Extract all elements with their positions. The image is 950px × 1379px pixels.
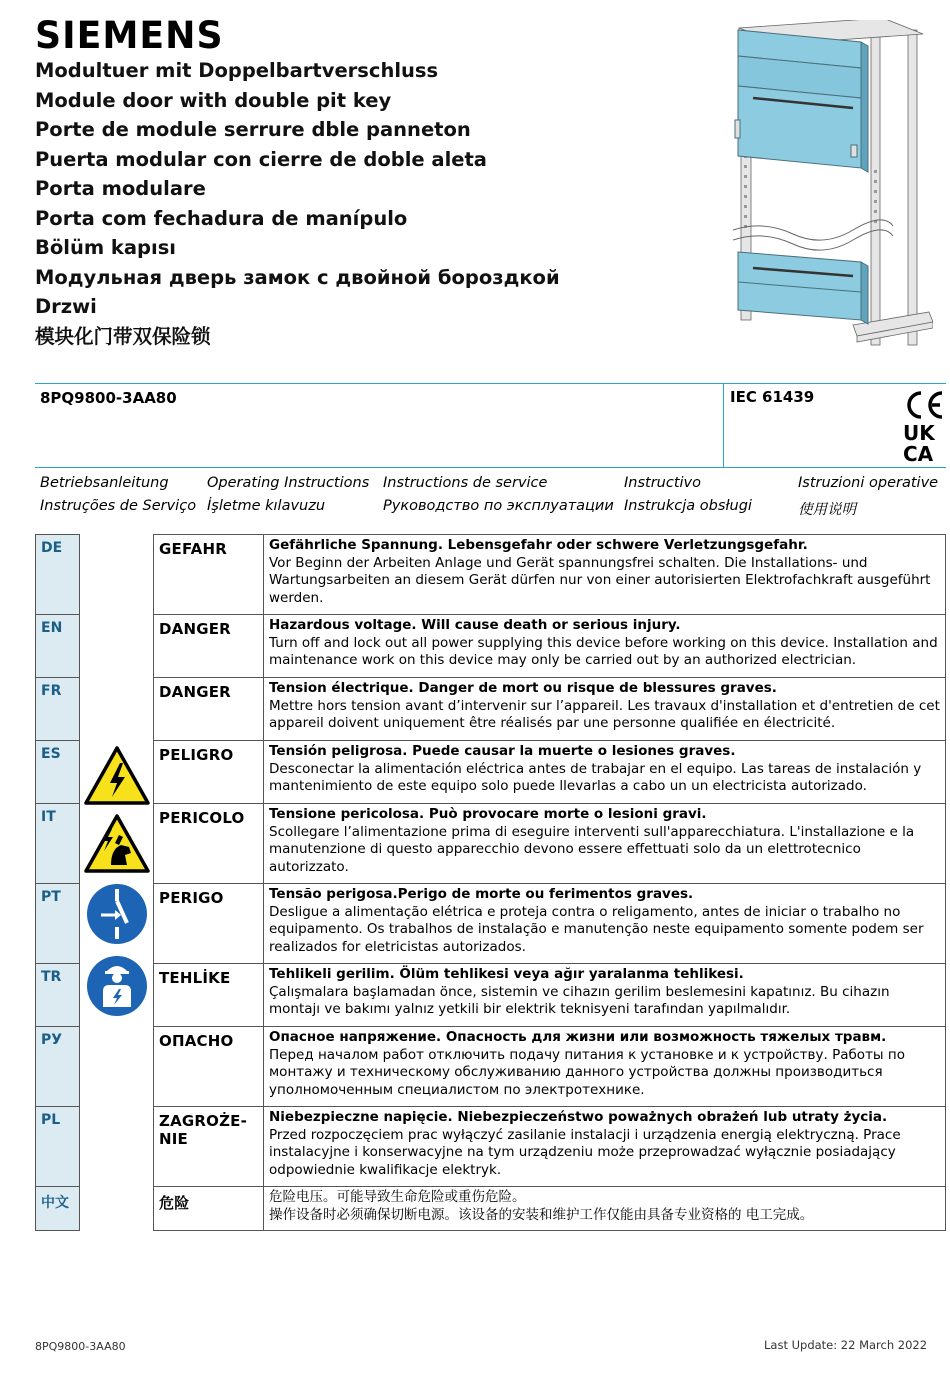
hazard-headline: Niebezpieczne napięcie. Niebezpieczeństwo poważnych obrażeń lub utraty życia. [269, 1109, 888, 1125]
hazard-text [264, 1187, 946, 1231]
title-ru: Модульная дверь замок с двойной бороздкой [35, 265, 560, 289]
hazard-row [36, 804, 946, 884]
hazard-signal-word: DANGER [154, 615, 264, 678]
hazard-row [36, 1187, 946, 1231]
ukca-bottom: CA [903, 442, 934, 462]
safety-symbols [83, 745, 151, 1025]
title-es: Puerta modular con cierre de doble aleta [35, 147, 487, 171]
standard-label: IEC 61439 [730, 388, 815, 406]
title-en: Module door with double pit key [35, 88, 392, 112]
hazard-body: Desligue a alimentação elétrica e proteja contra o religamento, antes de iniciar o trabalho no equipamento. Os trabalhos de instalação e manutenção neste equipamento somente podem ser realizados for eletricistas autorizados. [269, 903, 924, 955]
hazard-signal-word: ОПАСНО [154, 1027, 264, 1107]
hazard-headline: Tension électrique. Danger de mort ou risque de blessures graves. [269, 680, 777, 696]
hazard-body: Scollegare l’alimentazione prima di eseguire interventi sull'apparecchiatura. L'installazione e la manutenzione di questo apparecchio devono essere effettuati solo da un elettrotecnico autorizzato. [269, 823, 915, 875]
qualified-electrician-icon [83, 953, 151, 1019]
hazard-signal-word: 危险 [154, 1187, 264, 1231]
hazard-lang: ES [36, 741, 80, 804]
hazard-lang: 中文 [36, 1187, 80, 1231]
hazard-lang: DE [36, 535, 80, 615]
ce-mark-icon [909, 393, 942, 417]
hazard-text [264, 1027, 946, 1107]
hazard-body: Перед началом работ отключить подачу питания к установке и к устройству. Работы по монтажу и техническому обслуживанию данного устройства должны производиться уполномоченным специалистом по электротехнике. [269, 1046, 905, 1098]
hazard-body: Vor Beginn der Arbeiten Anlage und Gerät spannungsfrei schalten. Die Installations- und Wartungsarbeiten an diesem Gerät dürfen nur von einer autorisierten Elektrofachkraft ausgeführt werden. [269, 554, 931, 606]
hazard-row [36, 1107, 946, 1187]
hazard-signal-word: DANGER [154, 678, 264, 741]
disconnect-before-work-icon [83, 881, 151, 947]
hazard-lang: PL [36, 1107, 80, 1187]
hazard-text [264, 804, 946, 884]
hazard-headline: Tensione pericolosa. Può provocare morte o lesioni gravi. [269, 806, 707, 822]
hazard-signal-word: PELIGRO [154, 741, 264, 804]
hazard-headline: Tensión peligrosa. Puede causar la muerte o lesiones graves. [269, 743, 736, 759]
ops-pl: Instrukcja obsługi [624, 498, 752, 514]
hazard-text [264, 615, 946, 678]
hazard-row [36, 1027, 946, 1107]
hazard-headline: 危险电压。可能导致生命危险或重伤危险。 [269, 1189, 526, 1205]
hazard-lang: EN [36, 615, 80, 678]
ukca-top: UK [903, 421, 935, 445]
hazard-body: Çalışmalara başlamadan önce, sistemin ve cihazın gerilim beslemesini kapatınız. Bu cihazın montajı ve bakımı yalnız yetkili bir elektrik teknisyeni tarafından yapılmalıdır. [269, 983, 890, 1017]
ops-zh: 使用说明 [798, 502, 856, 518]
title-it: Porta modulare [35, 177, 206, 200]
info-top-line [35, 383, 946, 384]
ops-pt: Instruções de Serviço [40, 498, 197, 514]
hazard-signal-word: TEHLİKE [154, 964, 264, 1027]
order-number: 8PQ9800-3AA80 [40, 389, 177, 407]
hazard-row [36, 615, 946, 678]
product-titles [35, 56, 615, 351]
hazard-table [35, 534, 946, 1231]
hazard-headline: Tehlikeli gerilim. Ölüm tehlikesi veya ağır yaralanma tehlikesi. [269, 966, 744, 982]
hazard-body: Przed rozpoczęciem prac wyłączyć zasilanie instalacji i urządzenia energią elektryczną. Prace instalacyjne i konserwacyjne na tym urządzeniu może przeprowadzać wyłącznie posiadający odpowiednie kwalifikacje elektryk. [269, 1126, 901, 1178]
hazard-body: Desconectar la alimentación eléctrica antes de trabajar en el equipo. Las tareas de instalación y mantenimiento de este equipo solo puede llevarlas a cabo un un electricista autorizado. [269, 760, 922, 794]
title-pt: Porta com fechadura de manípulo [35, 206, 408, 230]
ops-es: Instructivo [624, 475, 701, 491]
hazard-text [264, 964, 946, 1027]
title-zh: 模块化门带双保险锁 [35, 324, 211, 348]
ops-fr: Instructions de service [383, 475, 548, 491]
electric-shock-warning-icon [83, 813, 151, 875]
hazard-lang: PT [36, 884, 80, 964]
hazard-lang: IT [36, 804, 80, 884]
hazard-text [264, 535, 946, 615]
hazard-row [36, 678, 946, 741]
hazard-headline: Tensão perigosa.Perigo de morte ou ferimentos graves. [269, 886, 694, 902]
hazard-headline: Hazardous voltage. Will cause death or serious injury. [269, 617, 681, 633]
footer-order-number: 8PQ9800-3AA80 [35, 1340, 126, 1353]
title-de: Modultuer mit Doppelbartverschluss [35, 59, 439, 82]
certification-marks [903, 390, 945, 462]
ops-en: Operating Instructions [207, 475, 370, 491]
hazard-signal-word: ZAGROŻE-NIE [154, 1107, 264, 1187]
hazard-text [264, 741, 946, 804]
hazard-body: Turn off and lock out all power supplying this device before working on this device. Installation and maintenance work on this device may only be carried out by an authorized electrician. [269, 634, 938, 668]
hazard-text [264, 884, 946, 964]
hazard-signal-word: PERIGO [154, 884, 264, 964]
hazard-headline: Gefährliche Spannung. Lebensgefahr oder schwere Verletzungsgefahr. [269, 537, 808, 553]
ukca-mark-icon [903, 421, 936, 462]
ops-it: Istruzioni operative [798, 475, 939, 491]
hazard-text [264, 1107, 946, 1187]
hazard-headline: Опасное напряжение. Опасность для жизни или возможность тяжелых травм. [269, 1029, 887, 1045]
hazard-text [264, 678, 946, 741]
hazard-lang: TR [36, 964, 80, 1027]
ops-de: Betriebsanleitung [40, 475, 169, 491]
hazard-signal-word: PERICOLO [154, 804, 264, 884]
hazard-lang: РУ [36, 1027, 80, 1107]
hazard-row [36, 964, 946, 1027]
electrical-hazard-warning-icon [83, 745, 151, 807]
title-fr: Porte de module serrure dble panneton [35, 118, 471, 141]
hazard-row [36, 884, 946, 964]
title-tr: Bölüm kapısı [35, 236, 176, 259]
ops-ru: Руководство по эксплуатации [383, 498, 614, 514]
hazard-lang: FR [36, 678, 80, 741]
hazard-body: Mettre hors tension avant d’intervenir sur l’appareil. Les travaux d'installation et d'entretien de cet appareil doivent uniquement être réalisés par une personne qualifiée en électricité. [269, 697, 940, 731]
info-bottom-line [35, 467, 946, 468]
siemens-logo: SIEMENS [35, 14, 224, 57]
info-divider [723, 383, 724, 467]
module-door-illustration [733, 20, 933, 350]
hazard-row [36, 535, 946, 615]
title-pl: Drzwi [35, 295, 97, 318]
hazard-body: 操作设备时必须确保切断电源。该设备的安装和维护工作仅能由具备专业资格的 电工完成。 [269, 1206, 814, 1223]
ops-tr: İşletme kılavuzu [207, 498, 326, 514]
hazard-signal-word: GEFAHR [154, 535, 264, 615]
footer-last-update: Last Update: 22 March 2022 [764, 1338, 928, 1352]
hazard-row [36, 741, 946, 804]
